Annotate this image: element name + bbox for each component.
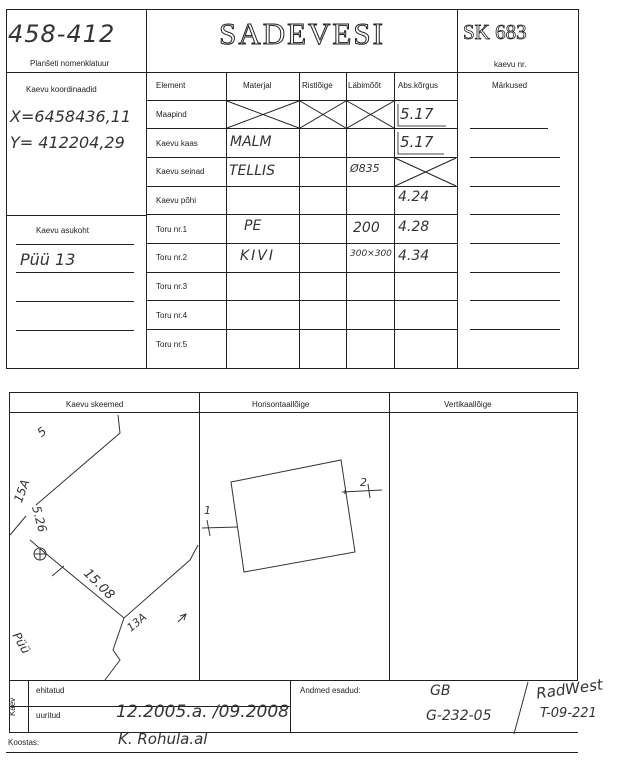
sketch-label: 5 <box>34 424 50 440</box>
panel-title-schemes: Kaevu skeemed <box>66 400 124 409</box>
row-element: Toru nr.2 <box>156 253 188 262</box>
location-label: Kaevu asukoht <box>36 226 89 235</box>
uuritud-value: 12.2005.a. /09.2008 <box>116 702 289 722</box>
panel-title-vertical: Vertikaallõige <box>444 400 492 409</box>
material-value: KIVI <box>240 248 276 264</box>
ehitatud-label: ehitatud <box>36 686 65 695</box>
row-element: Toru nr.3 <box>156 282 188 291</box>
col-material: Materjal <box>243 81 272 90</box>
koostas-label: Koostas: <box>8 738 40 747</box>
col-element: Element <box>156 81 186 90</box>
height-value: 4.34 <box>398 248 430 264</box>
sketch-label: 15.08 <box>80 566 118 603</box>
divider-slash <box>508 680 534 736</box>
coords-label: Kaevu koordinaadid <box>26 85 97 94</box>
andmed-value: G-232-05 <box>426 708 492 724</box>
material-value: TELLIS <box>229 163 276 179</box>
coord-x: X=6458436,11 <box>10 107 132 126</box>
sketch-label: 5.26 <box>29 504 50 534</box>
height-value: 5.17 <box>400 133 434 151</box>
row-element: Maapind <box>156 110 187 119</box>
material-value: MALM <box>230 134 272 150</box>
height-value: 4.24 <box>398 189 430 205</box>
col-remarks: Märkused <box>492 81 528 90</box>
well-number-label: kaevu nr. <box>494 60 527 69</box>
diameter-value: 300×300 <box>350 249 392 259</box>
koostas-value: K. Rohula.al <box>118 730 208 748</box>
uuritud-label: uuritud <box>36 711 61 720</box>
well-number: SK 683 <box>463 20 527 44</box>
andmed-value: GB <box>430 683 451 699</box>
form-title: SADEVESI <box>219 16 385 51</box>
height-value: 4.28 <box>398 219 430 235</box>
row-element: Toru nr.4 <box>156 311 188 320</box>
col-section: Ristlõige <box>302 81 333 90</box>
diameter-value: 200 <box>353 220 380 236</box>
sketch-label: 15A <box>11 477 33 505</box>
col-diameter: Läbimõõt <box>348 81 381 90</box>
row-element: Kaevu seinad <box>156 167 205 176</box>
sketch-label: 13A <box>124 610 150 635</box>
kaev-label: Kaev <box>8 697 17 716</box>
plan-number: 458-412 <box>8 20 116 48</box>
row-element: Kaevu põhi <box>156 196 197 205</box>
reference-number: T-09-221 <box>540 706 597 721</box>
company-name: RadWest <box>535 675 604 703</box>
pipe-label: 1 <box>204 504 211 517</box>
coord-y: Y= 412204,29 <box>10 133 125 152</box>
row-element: Kaevu kaas <box>156 139 198 148</box>
location-value: Püü 13 <box>20 250 76 269</box>
height-value: 5.17 <box>400 105 434 123</box>
pipe-label: 2 <box>360 476 367 489</box>
material-value: PE <box>244 218 262 234</box>
sketch-label: Püü <box>9 629 33 657</box>
plan-label: Planšeti nomenklatuur <box>30 59 110 68</box>
panel-title-horizontal: Horisontaallõige <box>252 400 310 409</box>
diameter-value: Ø835 <box>350 162 380 175</box>
andmed-label: Andmed esadud: <box>300 686 361 695</box>
row-element: Toru nr.5 <box>156 340 188 349</box>
col-height: Abs.kõrgus <box>398 81 439 90</box>
row-element: Toru nr.1 <box>156 225 188 234</box>
